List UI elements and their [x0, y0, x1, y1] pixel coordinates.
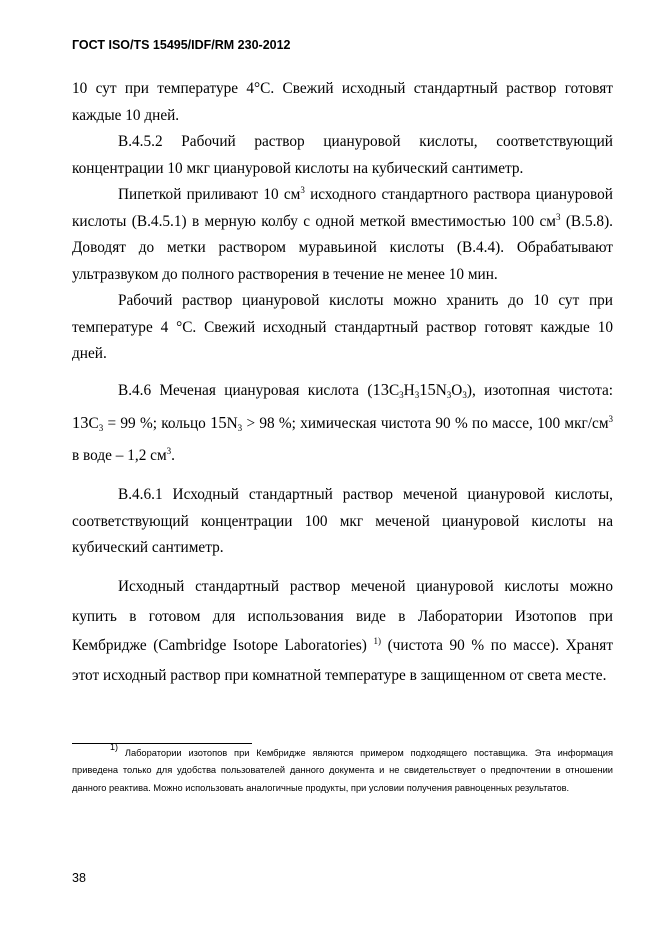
paragraph-cambridge: Исходный стандартный раствор меченой циануровой кислоты можно купить в готовом для использования виде в Лаборатории Изотопов при Кембридже (Cambridge Isotope Laboratories) $^{1)}$ (чистота 90 % по массе). Хранят этот исходный раствор при комнатной температуре в защищенном от света месте.	[72, 578, 613, 684]
paragraph-b-4-5-2: В.4.5.2 Рабочий раствор циануровой кислоты, соответствующий концентрации 10 мкг циануровой кислоты на кубический сантиметр.	[72, 133, 613, 177]
page-number: 38	[72, 871, 86, 885]
paragraph-b-4-6: В.4.6 Меченая циануровая кислота $(13C_3H_315N_3O_3)$, изотопная чистота: $13C_3 = 99$ %; кольцо $15N_3 > 98$ %; химическая чистота 90 % по массе, 100 мкг/$см^3$ в воде – 1,2 $см^3$.	[72, 380, 613, 464]
paragraph-pipette: Пипеткой приливают 10 $см^3$ исходного стандартного раствора циануровой кислоты (В.4.5.1) в мерную колбу с одной меткой вместимостью 100 $см^3$ (В.5.8). Доводят до метки раствором муравьиной кислоты (В.4.4). Обрабатывают ультразвуком до полного растворения в течение не менее 10 мин.	[72, 185, 613, 283]
footnote: $^{1)}$ Лаборатории изотопов при Кембридже являются примером подходящего поставщика. Эта информация приведена только для удобства пользователей данного документа и не свидетельствует о предпочтении в отношении данного реактива. Можно использовать аналогичные продукты, при условии получения равноценных результатов.	[72, 742, 613, 793]
footnote-separator	[72, 743, 252, 744]
footnote-ref: 1)	[373, 636, 381, 646]
paragraph-storage: Рабочий раствор циануровой кислоты можно хранить до 10 сут при температуре 4 °С. Свежий исходный стандартный раствор готовят каждые 10 дней.	[72, 292, 613, 362]
paragraph-1: 10 сут при температуре 4°С. Свежий исходный стандартный раствор готовят каждые 10 дней.	[72, 80, 613, 124]
paragraph-b-4-6-1: В.4.6.1 Исходный стандартный раствор меченой циануровой кислоты, соответствующий концентрации 100 мкг меченой циануровой кислоты на кубический сантиметр.	[72, 486, 613, 556]
document-header: ГОСТ ISO/TS 15495/IDF/RM 230-2012	[72, 38, 291, 52]
